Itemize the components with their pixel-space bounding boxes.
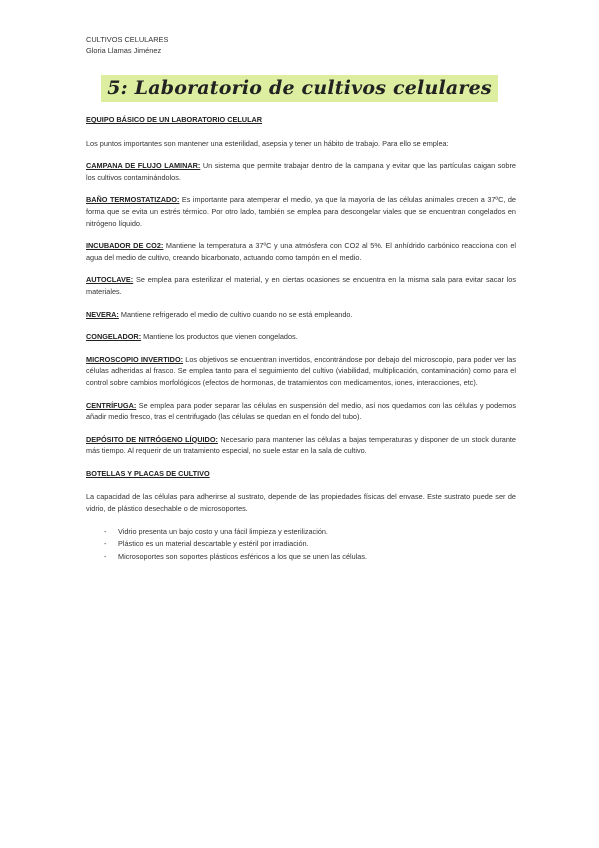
equipment-item bbox=[86, 354, 516, 389]
list-item-text: Microsoportes son soportes plásticos esféricos a los que se unen las células. bbox=[118, 551, 368, 561]
title-wrapper bbox=[0, 75, 599, 102]
equipment-description: Los objetivos se encuentran invertidos, encontrándose por debajo del microscopio, para poder ver las células adheridas al frasco. Se emplea tanto para el seguimiento del cultivo (viabilidad, multiplicación, contaminación) como para el control sobre cambios morfológicos (efectos de hormonas, de tratamientos con medicamentos, iones, interacciones, etc). bbox=[86, 354, 516, 387]
equipment-item bbox=[86, 331, 516, 343]
equipment-description: Es importante para atemperar el medio, ya que la mayoría de las células animales crecen a 37ºC, de forma que se evita un estrés térmico. Por otro lado, también se emplea para descongelar viales que se encuentran congelados en nitrógeno líquido. bbox=[86, 195, 516, 228]
dash-bullet-icon: - bbox=[104, 526, 107, 536]
header-author: Gloria Llamas Jiménez bbox=[86, 46, 162, 55]
equipment-term: NEVERA: bbox=[86, 309, 119, 319]
list-item bbox=[104, 538, 516, 550]
list-item bbox=[104, 526, 516, 538]
list-item bbox=[104, 551, 516, 563]
equipment-description: Se emplea para poder separar las células en suspensión del medio, así nos quedamos con las células y podemos añadir medio fresco, tras el centrifugado (las células se quedan en el fondo del tubo). bbox=[86, 400, 516, 422]
equipment-term: MICROSCOPIO INVERTIDO: bbox=[86, 354, 184, 364]
equipment-item bbox=[86, 194, 516, 229]
equipment-description: Se emplea para esterilizar el material, y en ciertas ocasiones se encuentra en la misma sala para evitar sacar los materiales. bbox=[86, 275, 516, 296]
equipment-description: Mantiene la temperatura a 37ºC y una atmósfera con CO2 al 5%. El anhídrido carbónico reacciona con el agua del medio de cultivo, creando bicarbonato, actuando como tampón en el medio. bbox=[86, 241, 516, 262]
equipment-description: Mantiene los productos que vienen congelados. bbox=[141, 332, 298, 342]
substrate-list bbox=[86, 526, 516, 563]
equipment-term: INCUBADOR DE CO2: bbox=[86, 241, 164, 251]
section-heading-bottles: BOTELLAS Y PLACAS DE CULTIVO bbox=[86, 468, 210, 478]
dash-bullet-icon: - bbox=[104, 539, 107, 549]
equipment-item bbox=[86, 309, 516, 321]
equipment-term: CENTRÍFUGA: bbox=[86, 400, 137, 410]
header-course: CULTIVOS CELULARES bbox=[86, 35, 169, 44]
document-header bbox=[86, 34, 168, 56]
equipment-term: CONGELADOR: bbox=[86, 332, 142, 342]
equipment-description: Un sistema que permite trabajar dentro de la campana y evitar que las partículas caigan sobre los cultivos contaminándolos. bbox=[86, 161, 516, 182]
equipment-item bbox=[86, 400, 516, 423]
equipment-item bbox=[86, 240, 516, 263]
section-intro: La capacidad de las células para adherirse al sustrato, depende de las propiedades físicas del envase. Este sustrato puede ser de vidrio, de plástico desechable o de microsoportes. bbox=[86, 492, 516, 514]
equipment-item bbox=[86, 434, 516, 457]
equipment-description: Mantiene refrigerado el medio de cultivo cuando no se está empleando. bbox=[118, 309, 353, 319]
equipment-term: DEPÓSITO DE NITRÓGENO LÍQUIDO: bbox=[86, 434, 218, 444]
equipment-term: AUTOCLAVE: bbox=[86, 275, 134, 285]
list-item-text: Plástico es un material descartable y estéril por irradiación. bbox=[118, 539, 309, 549]
document-body bbox=[86, 114, 516, 563]
equipment-item bbox=[86, 160, 516, 183]
equipment-description: Necesario para mantener las células a bajas temperaturas y disponer de un stock durante más tiempo. Al requerir de un tratamiento especial, no suele estar en la sala de cultivo. bbox=[86, 434, 516, 456]
page-title: 5: Laboratorio de cultivos celulares bbox=[101, 75, 498, 102]
section-intro: Los puntos importantes son mantener una esterilidad, asepsia y tener un hábito de trabajo. Para ello se emplea: bbox=[86, 138, 449, 148]
equipment-term: BAÑO TERMOSTATIZADO: bbox=[86, 195, 180, 205]
dash-bullet-icon: - bbox=[104, 551, 107, 561]
equipment-term: CAMPANA DE FLUJO LAMINAR: bbox=[86, 161, 201, 171]
section-heading-equipment: EQUIPO BÁSICO DE UN LABORATORIO CELULAR bbox=[86, 115, 263, 124]
equipment-item bbox=[86, 274, 516, 297]
list-item-text: Vidrio presenta un bajo costo y una fácil limpieza y esterilización. bbox=[118, 526, 328, 536]
